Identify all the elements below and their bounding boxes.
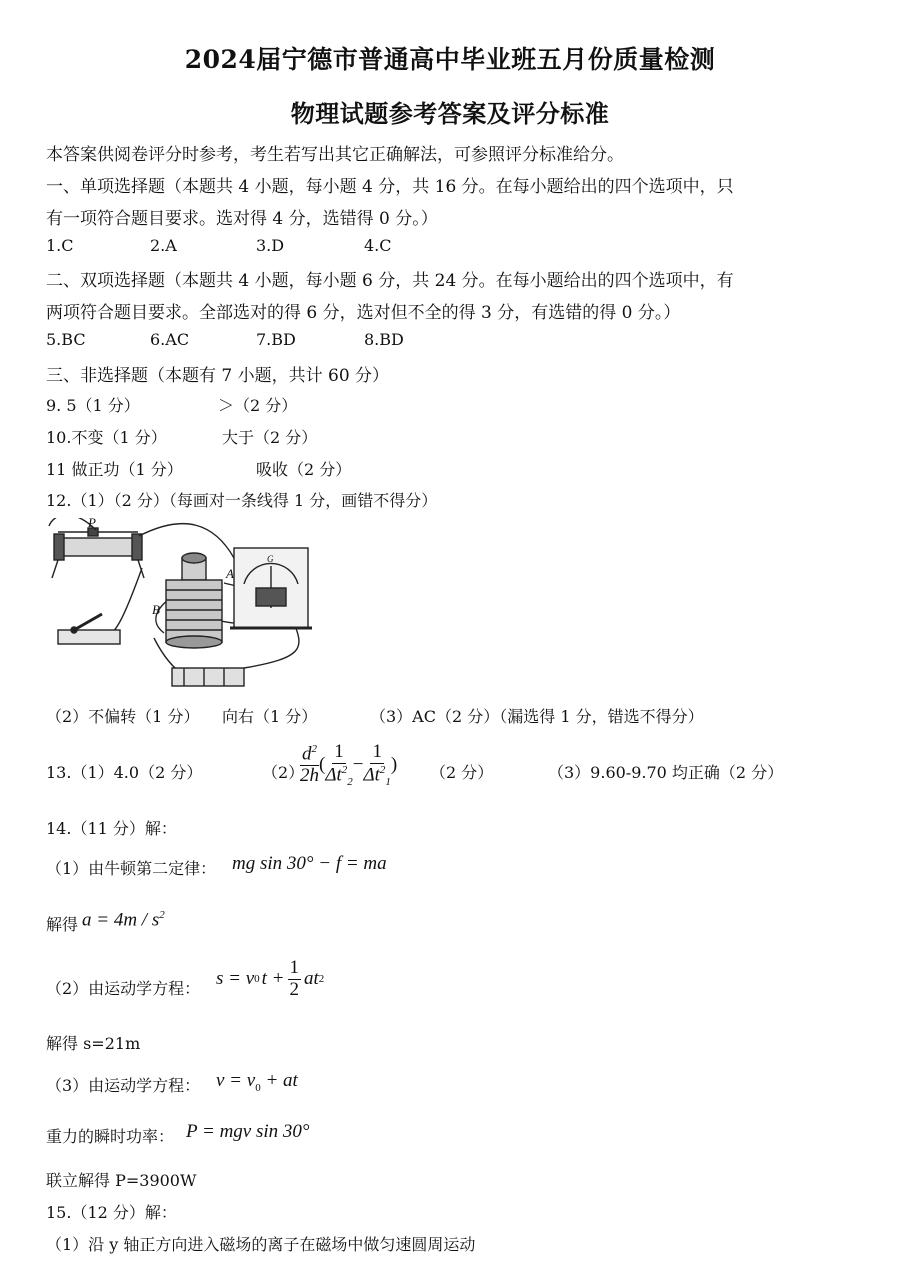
q14-s2-result: 解得 s=21m — [46, 1034, 141, 1053]
q14-s3-result: 联立解得 P=3900W — [46, 1171, 197, 1190]
answer-8: 8.BD — [364, 330, 404, 349]
page-subtitle: 物理试题参考答案及评分标准 — [290, 99, 610, 128]
q13-part3: （3）9.60-9.70 均正确（2 分） — [548, 763, 784, 782]
q15-heading: 15.（12 分）解： — [46, 1203, 177, 1222]
q14-s1-equation: mg sin 30° − f = ma — [232, 853, 387, 874]
circuit-figure — [44, 518, 320, 694]
q9-answer-b: ＞（2 分） — [218, 396, 298, 415]
q14-s3-equation: $v = v_0$ + at — [216, 1070, 298, 1094]
q12-part2: （2）不偏转（1 分） — [46, 707, 200, 726]
intro-text: 本答案供阅卷评分时参考，考生若写出其它正确解法，可参照评分标准给分。 — [46, 145, 624, 165]
answer-4: 4.C — [364, 236, 392, 255]
q10-answer-a: 10.不变（1 分） — [46, 428, 167, 447]
answer-1: 1.C — [46, 236, 74, 255]
label-b: B — [152, 602, 160, 617]
page-title: 2024届宁德市普通高中毕业班五月份质量检测 — [184, 45, 716, 74]
q11-answer-b: 吸收（2 分） — [256, 460, 352, 479]
answer-6: 6.AC — [150, 330, 190, 349]
q12-part3: （3）AC（2 分）（漏选得 1 分，错选不得分） — [370, 707, 704, 726]
q11-answer-a: 11 做正功（1 分） — [46, 460, 183, 479]
q14-s2-equation: s = v 0 t + $\frac{1}{2}$ at 2 — [216, 957, 325, 1000]
q14-power-label: 重力的瞬时功率： — [46, 1127, 175, 1146]
section2-heading-2: 两项符合题目要求。全部选对的得 6 分，选对但不全的得 3 分，有选错的得 0 分。） — [46, 303, 681, 323]
q14-s3-label: （3）由运动学方程： — [46, 1076, 201, 1095]
q15-s1: （1）沿 y 轴正方向进入磁场的离子在磁场中做匀速圆周运动 — [46, 1235, 476, 1254]
answer-5: 5.BC — [46, 330, 86, 349]
q10-answer-b: 大于（2 分） — [222, 428, 318, 447]
section3-heading: 三、非选择题（本题有 7 小题，共计 60 分） — [46, 366, 390, 386]
q14-power-equation: P = mgv sin 30° — [186, 1121, 310, 1142]
q14-s2-label: （2）由运动学方程： — [46, 979, 201, 998]
q14-s1-label: （1）由牛顿第二定律： — [46, 859, 217, 878]
label-g: G — [267, 554, 274, 564]
q13-formula: $\frac{d^2}{2h}$ ( $\frac{1}{\Delta t^2_2}$ − $\frac{1}{\Delta t^2_1}$ ) — [300, 741, 398, 789]
q12-part1: 12.（1）（2 分）（每画对一条线得 1 分，画错不得分） — [46, 491, 438, 510]
q12-part2b: 向右（1 分） — [222, 707, 318, 726]
q13-part2-label: （2） — [262, 763, 305, 782]
q13-part1: 13.（1）4.0（2 分） — [46, 763, 203, 782]
section2-heading: 二、双项选择题（本题共 4 小题，每小题 6 分，共 24 分。在每小题给出的四个选项中，有 — [46, 271, 734, 291]
section1-heading: 一、单项选择题（本题共 4 小题，每小题 4 分，共 16 分。在每小题给出的四个选项中，只 — [46, 177, 734, 197]
label-p: P — [88, 518, 96, 530]
q14-s1-result-label: 解得 — [46, 915, 79, 934]
q14-heading: 14.（11 分）解： — [46, 819, 177, 838]
section1-heading-2: 有一项符合题目要求。选对得 4 分，选错得 0 分。） — [46, 209, 438, 229]
rheostat — [62, 538, 134, 556]
q9-answer-a: 9. 5（1 分） — [46, 396, 140, 415]
answer-2: 2.A — [150, 236, 177, 255]
label-a: A — [226, 566, 234, 581]
q14-s1-result: $a = 4m / s^2$ — [82, 909, 165, 931]
answer-3: 3.D — [256, 236, 285, 255]
q13-part2-score: （2 分） — [430, 763, 494, 782]
answer-7: 7.BD — [256, 330, 296, 349]
